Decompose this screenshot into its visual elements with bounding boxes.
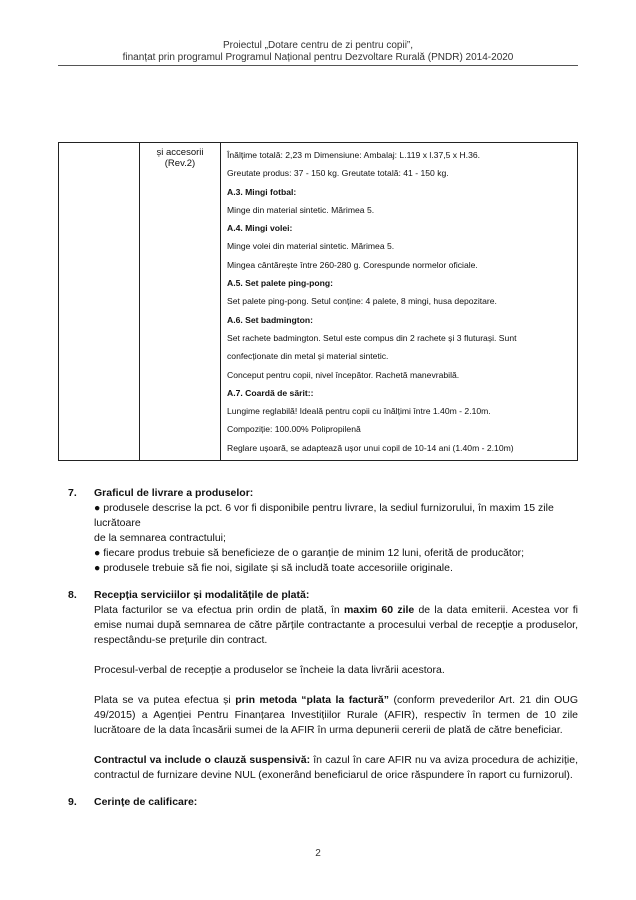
section-number: 7. (68, 487, 77, 499)
section-number: 9. (68, 796, 77, 808)
spec-text-line: Înălțime totală: 2,23 m Dimensiune: Ambalaj: L.119 x l.37,5 x H.36. (227, 150, 481, 160)
table-cell-product-name (140, 143, 221, 461)
table-cell-index (59, 143, 140, 461)
text-run: în cazul în care AFIR nu va aviza procedura de achiziție, contractul de furnizare devine NUL (exonerând beneficiarul de orice răspundere în raport cu furnizorul). (94, 754, 578, 781)
spec-item-heading: A.4. Mingi volei: (227, 223, 293, 234)
header-divider (58, 65, 578, 66)
text-run: Plata facturilor se va efectua prin ordin de plată, în (94, 604, 344, 616)
spec-text-line: Reglare ușoară, se adaptează ușor unui copil de 10-14 ani (1.40m - 2.10m) (227, 442, 514, 453)
spec-item-heading: A.5. Set palete ping-pong: (227, 278, 333, 289)
section-heading: Cerințe de calificare: (94, 796, 198, 808)
product-name-line: și accesorii (156, 147, 204, 158)
section-9-title (68, 795, 578, 810)
spec-text-line: confecționate din metal și material sintetic. (227, 351, 389, 362)
paragraph-suspensive-clause (94, 753, 578, 783)
spec-item-heading: A.7. Coardă de sărit:: (227, 387, 314, 398)
list-item-continuation: de la semnarea contractului; (94, 532, 226, 544)
spec-text-line: Mingea cântărește între 260-280 g. Corespunde normelor oficiale. (227, 259, 478, 270)
header-line-1: Proiectul „Dotare centru de zi pentru copii”, (222, 40, 414, 51)
spec-text-line: Greutate produs: 37 - 150 kg. Greutate totală: 41 - 150 kg. (227, 168, 449, 179)
spec-item-heading: A.6. Set badmington: (227, 314, 313, 325)
spec-text-line: Conceput pentru copii, nivel începător. Rachetă manevrabilă. (227, 369, 460, 380)
spec-text-line: Minge din material sintetic. Mărimea 5. (227, 204, 375, 215)
list-item: ● fiecare produs trebuie să beneficieze de o garanție de minim 12 luni, oferită de producător; (94, 547, 525, 559)
list-item: ● produsele trebuie să fie noi, sigilate și să includă toate accesoriile originale. (94, 562, 453, 574)
text-run: (conform prevederilor Art. 21 din OUG 49/2015) a Agenției Pentru Finanțarea Investițiilor Rurale (AFIR), respectiv în termen de 10 zile lucrătoare de la data încasării sumei de la AFIR în urma depunerii cererii de plată de către beneficiar. (94, 694, 578, 736)
page-number: 2 (315, 848, 321, 859)
text-run-bold: prin metoda “plata la factură” (235, 694, 389, 706)
list-item: ● produsele descrise la pct. 6 vor fi disponibile pentru livrare, la sediul furnizorului, în maxim 15 zile lucrătoare (94, 502, 554, 529)
text-run-bold: Contractul va include o clauză suspensivă: (94, 754, 311, 766)
document-sections (68, 486, 578, 810)
section-8-body (94, 603, 578, 783)
section-heading: Graficul de livrare a produselor: (94, 487, 254, 499)
section-8-title (68, 588, 578, 603)
section-7-title (68, 486, 578, 501)
section-number: 8. (68, 589, 77, 601)
section-7-body (94, 501, 578, 576)
paragraph-payment (94, 603, 578, 648)
table-row (59, 143, 578, 461)
text-run: de la data emiterii. Acestea vor fi emise numai după semnarea de către părțile contractante a procesului verbal de recepție a produselor, respectându-se prețurile din contract. (94, 604, 578, 646)
text-run-bold: maxim 60 zile (343, 604, 415, 616)
product-spec-table (58, 142, 578, 461)
spec-text-line: Lungime reglabilă! Ideală pentru copii cu înălțimi între 1.40m - 2.10m. (227, 406, 491, 417)
header-line-2: finanțat prin programul Programul Național pentru Dezvoltare Rurală (PNDR) 2014-2020 (122, 52, 514, 63)
spec-text-line: Compoziție: 100.00% Polipropilenă (227, 424, 361, 435)
paragraph-reception: Procesul-verbal de recepție a produselor se încheie la data livrării acestora. (94, 664, 445, 676)
paragraph-invoice-payment (94, 693, 578, 738)
spec-lines (227, 149, 573, 454)
spec-text-line: Set rachete badmington. Setul este compus din 2 rachete și 3 fluturași. Sunt (227, 332, 517, 343)
section-heading: Recepția serviciilor și modalitățile de plată: (94, 589, 310, 601)
spec-text-line: Set palete ping-pong. Setul conține: 4 palete, 8 mingi, husa depozitare. (227, 296, 497, 307)
text-run: Plata se va putea efectua și (94, 694, 236, 706)
product-revision: (Rev.2) (164, 158, 196, 169)
spec-item-heading: A.3. Mingi fotbal: (227, 186, 297, 197)
page-header (0, 40, 636, 64)
table-cell-specifications (221, 143, 578, 461)
spec-text-line: Minge volei din material sintetic. Mărimea 5. (227, 241, 395, 252)
